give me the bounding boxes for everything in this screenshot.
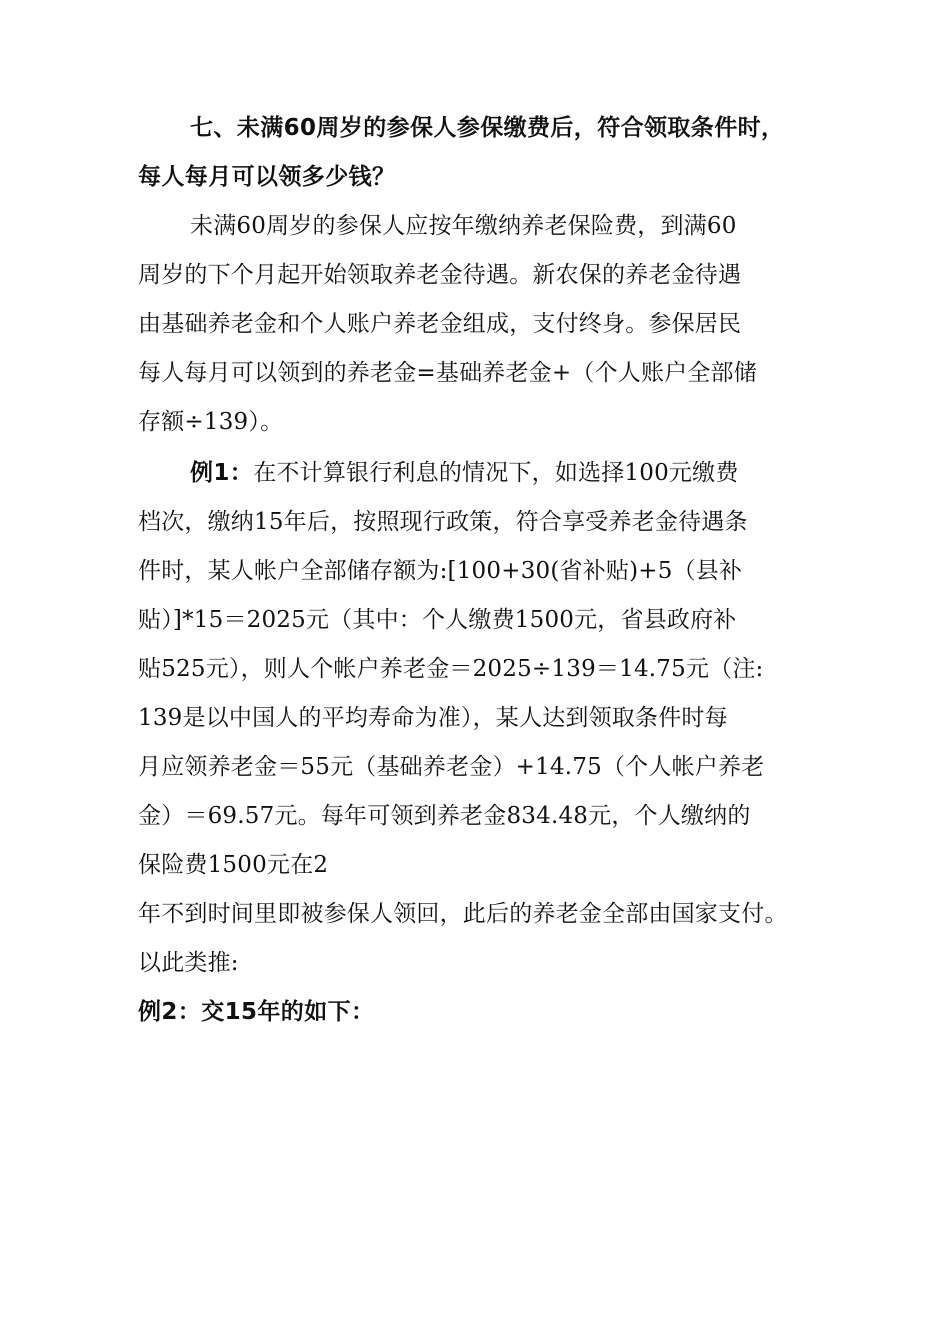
intro-line-1: 未满60周岁的参保人应按年缴纳养老保险费，到满60 bbox=[190, 213, 737, 239]
intro-line-2: 周岁的下个月起开始领取养老金待遇。新农保的养老金待遇 bbox=[138, 262, 742, 288]
example-1-line-2: 档次，缴纳15年后，按照现行政策，符合享受养老金待遇条 bbox=[138, 509, 748, 535]
section-heading-line-2: 每人每月可以领多少钱？ bbox=[138, 164, 396, 190]
example-1-line-9: 保险费1500元在2 bbox=[138, 852, 329, 878]
intro-line-5: 存额÷139）。 bbox=[138, 409, 284, 435]
example-1-line-5: 贴525元），则人个帐户养老金＝2025÷139＝14.75元（注: bbox=[138, 656, 764, 682]
example-1-first-line bbox=[138, 449, 818, 498]
document-page bbox=[138, 104, 818, 1037]
intro-line-4: 每人每月可以领到的养老金=基础养老金+（个人账户全部储 bbox=[138, 360, 757, 386]
example-1-line-6: 139是以中国人的平均寿命为准），某人达到领取条件时每 bbox=[138, 705, 728, 731]
example-1-line-4: 贴）]*15＝2025元（其中：个人缴费1500元，省县政府补 bbox=[138, 607, 737, 633]
section-heading-line-1: 七、未满60周岁的参保人参保缴费后，符合领取条件时， bbox=[190, 115, 785, 141]
example-1-line-11: 以此类推: bbox=[138, 950, 239, 976]
example-1-line-10: 年不到时间里即被参保人领回，此后的养老金全部由国家支付。 bbox=[138, 901, 788, 927]
example-1-line-7: 月应领养老金＝55元（基础养老金）+14.75（个人帐户养老 bbox=[138, 754, 765, 780]
example-1-first-line-text: 在不计算银行利息的情况下，如选择100元缴费 bbox=[253, 460, 739, 486]
example-1-line-8: 金）＝69.57元。每年可领到养老金834.48元，个人缴纳的 bbox=[138, 803, 751, 829]
example-1-label: 例1： bbox=[190, 460, 254, 486]
example-2-heading: 例2：交15年的如下： bbox=[138, 999, 375, 1025]
example-1-line-3: 件时，某人帐户全部储存额为:[100+30(省补贴)+5（县补 bbox=[138, 558, 743, 584]
intro-line-3: 由基础养老金和个人账户养老金组成，支付终身。参保居民 bbox=[138, 311, 742, 337]
